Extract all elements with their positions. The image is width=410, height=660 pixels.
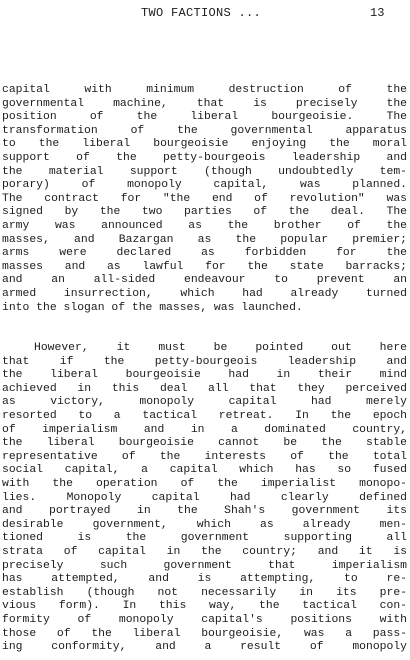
text-line: and portrayed in the Shah's government its	[2, 505, 407, 518]
text-line: However, it must be pointed out here	[34, 342, 407, 355]
text-line: tioned is the government supporting all	[2, 532, 407, 545]
text-line: the material support (though undoubtedly tem-	[2, 165, 407, 178]
text-line: lies. Monopoly capital had clearly defined	[2, 491, 407, 504]
paragraph-1	[2, 84, 407, 315]
text-line: signed by the two parties of the deal. The	[2, 206, 407, 219]
body-text	[2, 84, 407, 655]
text-line: armed insurrection, which had already turned	[2, 287, 407, 300]
page-number: 13	[370, 6, 385, 20]
text-line: masses, and Bazargan as the popular premier;	[2, 233, 407, 246]
text-line: representative of the interests of the total	[2, 450, 407, 463]
running-head: TWO FACTIONS ...	[141, 6, 262, 20]
text-line: transformation of the governmental apparatus	[2, 124, 407, 137]
text-line: resorted to a tactical retreat. In the epoch	[2, 410, 407, 423]
text-line: as victory, monopoly capital had merely	[2, 396, 407, 409]
text-line: vious form). In this way, the tactical con-	[2, 600, 407, 613]
text-line: The contract for "the end of revolution" was	[2, 192, 407, 205]
text-line: into the slogan of the masses, was launched.	[2, 301, 303, 314]
text-line: social capital, a capital which has so fused	[2, 464, 407, 477]
text-line: of imperialism and in a dominated country,	[2, 423, 407, 436]
text-line: desirable government, which as already men-	[2, 518, 407, 531]
text-line: has attempted, and is attempting, to re-	[2, 573, 407, 586]
text-line: capital with minimum destruction of the	[2, 84, 407, 96]
text-line: porary) of monopoly capital, was planned.	[2, 179, 407, 192]
text-line: strata of capital in the country; and it is	[2, 546, 407, 558]
text-line: position of the liberal bourgeoisie. The	[2, 111, 407, 124]
page-header	[0, 6, 410, 26]
text-line: with the operation of the imperialist monopo-	[2, 478, 407, 491]
paragraph-2	[2, 342, 407, 655]
text-line: support of the petty-bourgeois leadership and	[2, 151, 407, 164]
text-line: the liberal bourgeoisie cannot be the stable	[2, 437, 407, 450]
text-line: and an all-sided endeavour to prevent an	[2, 274, 407, 287]
text-line: arms were declared as forbidden for the	[2, 247, 407, 260]
paragraph-gap	[2, 315, 407, 342]
text-line: the liberal bourgeoisie had in their mind	[2, 369, 407, 382]
text-line: achieved in this deal all that they perceived	[2, 382, 407, 395]
text-line: formity of monopoly capital's positions with	[2, 613, 407, 626]
text-line: that if the petty-bourgeois leadership and	[2, 355, 407, 368]
text-line: to the liberal bourgeoisie enjoying the moral	[2, 138, 407, 151]
text-line: those of the liberal bourgeoisie, was a pass-	[2, 627, 407, 640]
text-line: establish (though not necessarily in its pre-	[2, 586, 407, 599]
text-line: masses and as lawful for the state barracks;	[2, 260, 407, 273]
text-line: precisely such government that imperialism	[2, 559, 407, 572]
text-line: army was announced as the brother of the	[2, 219, 407, 232]
text-line: governmental machine, that is precisely the	[2, 97, 407, 110]
text-line: ing conformity, and a result of monopoly	[2, 641, 407, 654]
